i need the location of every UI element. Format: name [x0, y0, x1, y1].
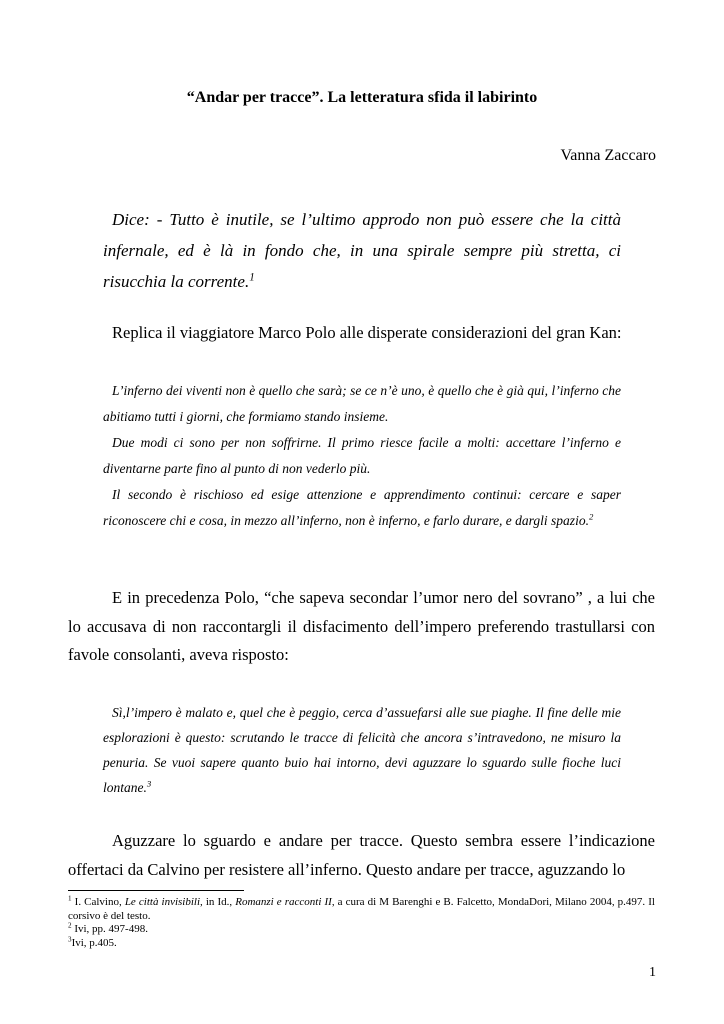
document-title: “Andar per tracce”. La letteratura sfida il labirinto	[186, 89, 538, 106]
paragraph-2-text: E in precedenza Polo, “che sapeva secondar l’umor nero del sovrano” , a lui che lo accusava di non raccontargli il disfacimento dell’impero preferendo trastullarsi con favole consolanti, aveva risposto:	[68, 588, 655, 664]
quote2-text: Sì,l’impero è malato e, quel che è peggio, cerca d’assuefarsi alle sue piaghe. Il fine delle mie esplorazioni è questo: scrutando le tracce di felicità che ancora s’intravedono, ne misuro la penuria. Se vuoi sapere quanto buio hai intorno, devi aguzzare lo sguardo sulle fioche luci lontane.	[103, 705, 621, 795]
page-number: 1	[649, 965, 656, 980]
footnote-1-part-c: in Id.,	[202, 896, 236, 908]
footnote-1	[68, 896, 655, 923]
quote1-paragraph-3-text: Il secondo è rischioso ed esige attenzione e apprendimento continui: cercare e saper riconoscere chi e cosa, in mezzo all’inferno, non è inferno, e farlo durare, e dargli spazio.	[103, 487, 621, 528]
epigraph	[103, 204, 621, 297]
footnote-3-number: 3	[68, 934, 72, 943]
footnotes	[68, 896, 655, 950]
quote2-paragraph	[103, 700, 621, 800]
block-quote-1	[103, 378, 621, 534]
footnote-3-text: Ivi, p.405.	[71, 936, 117, 949]
footnote-1-book-title: Le città invisibili,	[124, 896, 203, 908]
paragraph-1: Replica il viaggiatore Marco Polo alle disperate considerazioni del gran Kan:	[112, 323, 622, 342]
footnote-ref-2: 2	[588, 511, 594, 522]
epigraph-text: Dice: - Tutto è inutile, se l’ultimo approdo non può essere che la città infernale, ed è là in fondo che, in una spirale sempre più stretta, ci risucchia la corrente.	[103, 210, 621, 291]
author-name: Vanna Zaccaro	[560, 147, 656, 164]
paragraph-3	[68, 827, 655, 884]
footnote-1-number: 1	[68, 894, 72, 903]
footnote-1-part-a: I. Calvino,	[71, 896, 125, 908]
footnote-1-collection-title: Romanzi e racconti II	[235, 896, 332, 908]
footnote-2-text: Ivi, pp. 497-498.	[71, 923, 148, 935]
quote1-paragraph-3	[103, 482, 621, 534]
footnote-ref-1: 1	[249, 271, 255, 284]
quote1-paragraph-1: L’inferno dei viventi non è quello che sarà; se ce n’è uno, è quello che è già qui, l’inferno che abitiamo tutti i giorni, che formiamo stando insieme.	[103, 383, 621, 424]
block-quote-2	[103, 700, 621, 800]
footnote-3	[68, 934, 655, 951]
quote1-paragraph-2: Due modi ci sono per non soffrirne. Il primo riesce facile a molti: accettare l’inferno e diventarne parte fino al punto di non vederlo più.	[103, 435, 621, 476]
footnote-1-part-e: , a cura di M Barenghi e B. Falcetto, MondaDori, Milano 2004, p.497. Il corsivo è del testo.	[68, 896, 655, 922]
paragraph-3-text: Aguzzare lo sguardo e andare per tracce. Questo sembra essere l’indicazione offertaci da Calvino per resistere all’inferno. Questo andare per tracce, aguzzando lo	[68, 831, 655, 879]
footnote-ref-3: 3	[146, 778, 152, 789]
footnote-2-number: 2	[68, 921, 72, 930]
footnote-2	[68, 923, 655, 937]
footnote-separator	[68, 890, 244, 891]
paragraph-2	[68, 584, 655, 670]
